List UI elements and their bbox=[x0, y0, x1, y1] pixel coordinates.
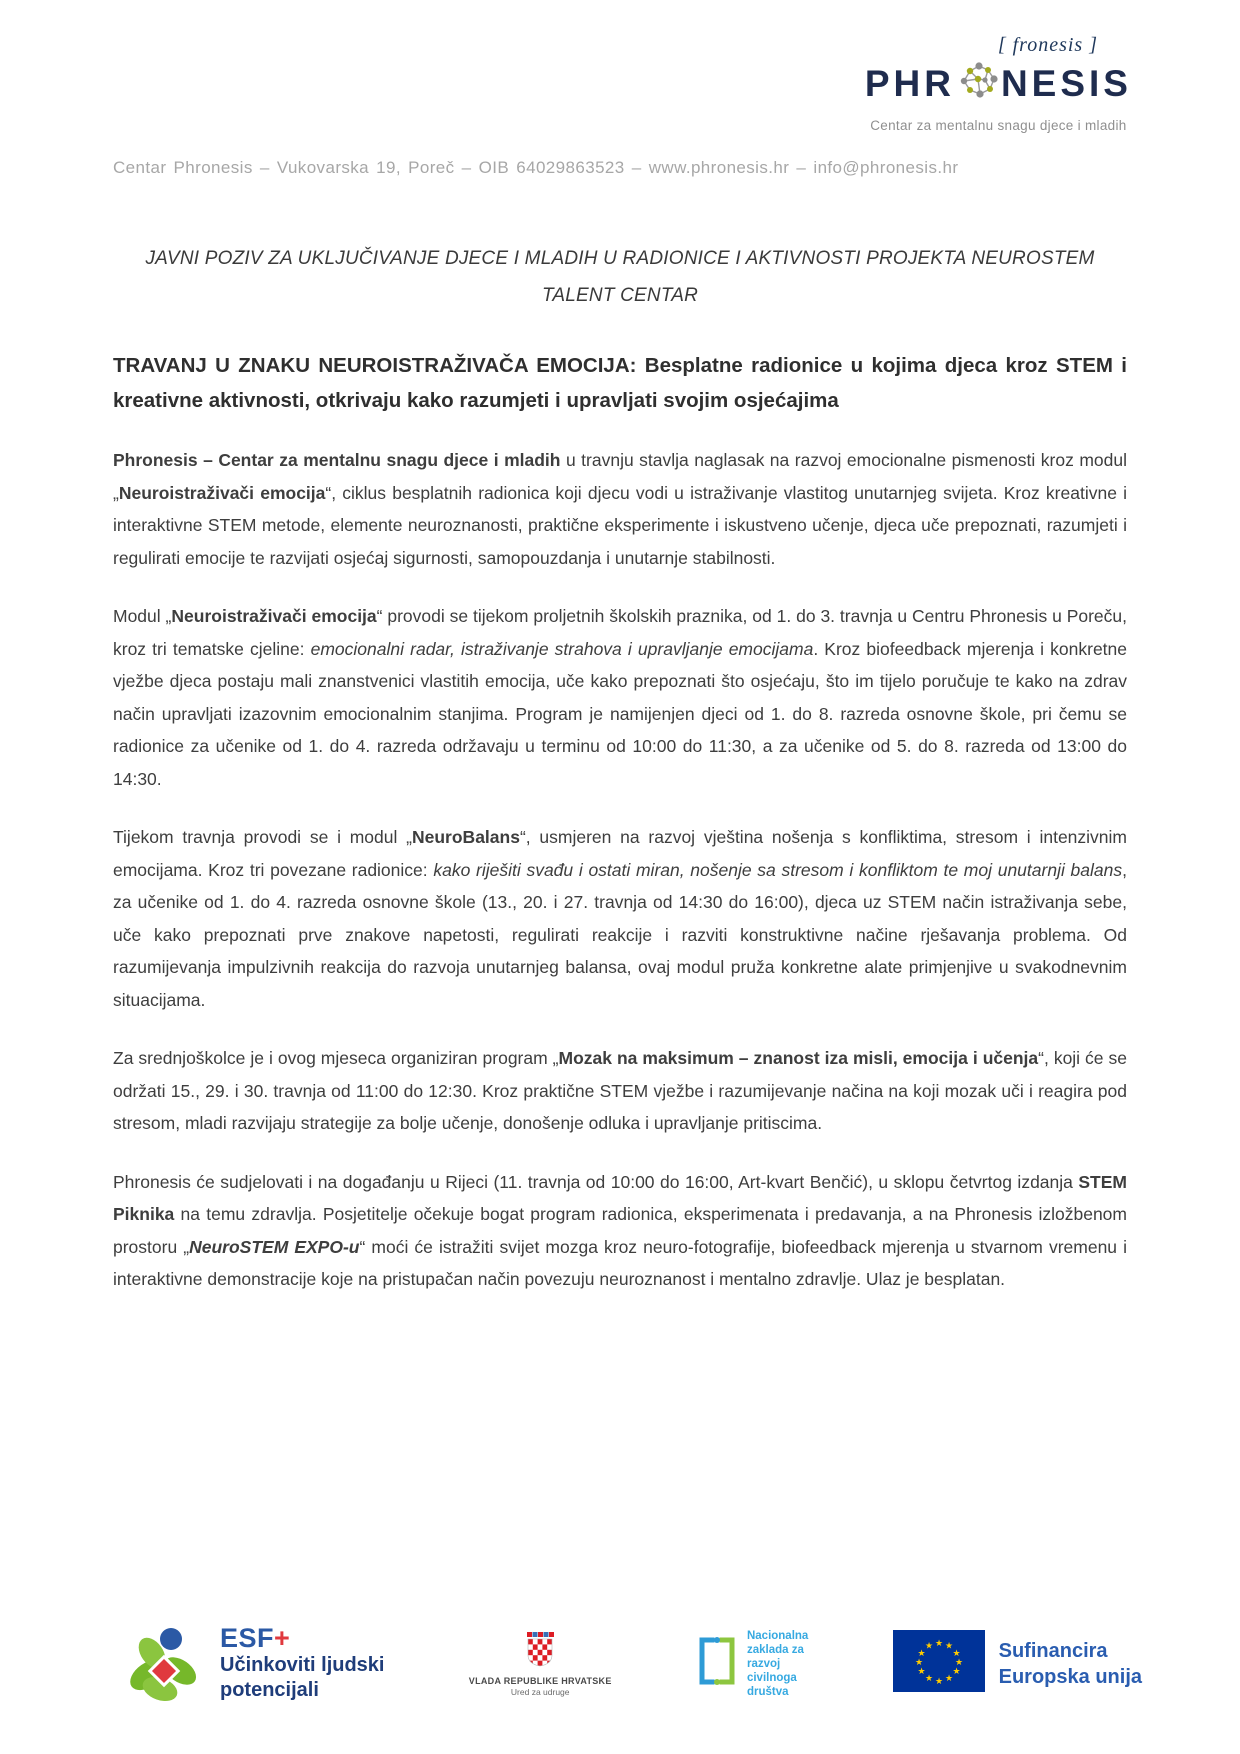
svg-text:★: ★ bbox=[944, 1674, 953, 1684]
phronesis-logo bbox=[865, 34, 1132, 133]
zaklada-line4: civilnoga bbox=[746, 1671, 797, 1684]
svg-text:★: ★ bbox=[917, 1649, 926, 1659]
esf-plus: + bbox=[274, 1622, 291, 1653]
paragraph: Tijekom travnja provodi se i modul „NeuroBalans“, usmjeren na razvoj vještina nošenja s konfliktima, stresom i intenzivnim emocijama. Kroz tri povezane radionice: kako riješiti svađu i ostati miran, nošenje sa stresom i konfliktom te moj unutarnji balans, za učenike od 1. do 4. razreda osnovne škole (13., 20. i 27. travnja od 14:30 do 16:00), djeca uz STEM način istraživanja sebe, uče kako prepoznati prve znakove napetosti, regulirati reakcije i razviti konstruktivne načine rješavanja problema. Od razumijevanja impulzivnih reakcija do razvoja unutarnjeg balansa, ovaj modul pruža konkretne alate primjenjive u svakodnevnim situacijama. bbox=[113, 827, 1127, 1010]
paragraph: Phronesis – Centar za mentalnu snagu djece i mladih u travnju stavlja naglasak na razvoj emocionalne pismenosti kroz modul „Neuroistraživači emocija“, ciklus besplatnih radionica koji djecu vodi u istraživanje vlastitog unutarnjeg svijeta. Kroz kreativne i interaktivne STEM metode, elemente neuroznanosti, praktične eksperimente i iskustveno učenje, djeca uče prepoznati, razumjeti i regulirati emocije te razvijati osjećaj sigurnosti, samopouzdanja i unutarnje stabilnosti. bbox=[113, 450, 1128, 568]
svg-text:★: ★ bbox=[944, 1641, 953, 1652]
zaklada-line1: Nacionalna bbox=[746, 1629, 809, 1642]
zaklada-line5: društva bbox=[746, 1685, 789, 1698]
vlada-rh-logo bbox=[469, 1631, 612, 1697]
document-title: JAVNI POZIV ZA UKLJUČIVANJE DJECE I MLADIH U RADIONICE I AKTIVNOSTI PROJEKTA NEUROSTEM TALENT CENTAR bbox=[145, 248, 1095, 306]
esf-title: ESF+ bbox=[220, 1622, 291, 1653]
paragraph: Za srednjoškolce je i ovog mjeseca organiziran program „Mozak na maksimum – znanost iza misli, emocija i učenja“, koji će se održati 15., 29. i 30. travnja od 11:00 do 12:30. Kroz praktične STEM vježbe i razumijevanje načina na koji mozak uči i reagira pod stresom, mladi razvijaju strategije za bolje učenje, donošenje odluka i upravljanje pritiscima. bbox=[113, 1048, 1128, 1133]
svg-text:★: ★ bbox=[934, 1639, 943, 1649]
zaklada-line3: razvoj bbox=[746, 1657, 781, 1670]
document-heading: TRAVANJ U ZNAKU NEUROISTRAŽIVAČA EMOCIJA: Besplatne radionice u kojima djeca kroz STEM i kreativne aktivnosti, otkrivaju kako razumjeti i upravljati svojim osjećajima bbox=[113, 354, 1127, 412]
brand-left: PHR bbox=[864, 62, 955, 104]
esf-flower-icon bbox=[118, 1615, 210, 1712]
eu-flag-icon bbox=[893, 1630, 985, 1697]
svg-text:★: ★ bbox=[914, 1658, 923, 1668]
paragraph: Phronesis će sudjelovati i na događanju u Rijeci (11. travnja od 10:00 do 16:00, Art-kvart Benčić), u sklopu četvrtog izdanja STEM Piknika na temu zdravlja. Posjetitelje očekuje bogat program radionica, eksperimenata i predavanja, a na Phronesis izložbenom prostoru „NeuroSTEM EXPO-u“ moći će istražiti svijet mozga kroz neuro-fotografije, biofeedback mjerenja u stvarnom vremenu i interaktivne demonstracije koje na pristupačan način povezuju neuroznanost i mentalno zdravlje. Ulaz je besplatan. bbox=[113, 1171, 1127, 1289]
brain-network-icon bbox=[957, 59, 999, 108]
croatian-coat-of-arms-icon bbox=[525, 1631, 555, 1672]
esf-line1: Učinkoviti ljudski bbox=[220, 1654, 385, 1677]
zaklada-line2: zaklada za bbox=[746, 1643, 804, 1656]
svg-text:★: ★ bbox=[954, 1658, 963, 1668]
paragraph: Modul „Neuroistraživači emocija“ provodi se tijekom proljetnih školskih praznika, od 1. do 3. travnja u Centru Phronesis u Poreču, kroz tri tematske cjeline: emocionalni radar, istraživanje strahova i upravljanje emocijama. Kroz biofeedback mjerenja i konkretne vježbe djeca postaju mali znanstvenici vlastitih emocija, uče kako prepoznati što osjećaju, što im tijelo poručuje te kako na zdrav način upravljati izazovnim emocionalnim stanjima. Program je namijenjen djeci od 1. do 8. razreda osnovne škole, pri čemu se radionice za učenike od 1. do 4. razreda održavaju u terminu od 10:00 do 11:30, a za učenike od 5. do 8. razreda od 13:00 do 14:30. bbox=[113, 606, 1128, 789]
brand-wordmark bbox=[865, 59, 1132, 108]
vlada-line2: Ured za udruge bbox=[510, 1686, 570, 1697]
svg-text:★: ★ bbox=[952, 1649, 961, 1659]
svg-text:★: ★ bbox=[952, 1667, 961, 1677]
esf-logo bbox=[118, 1615, 384, 1712]
brand-subtitle: Centar za mentalnu snagu djece i mladih bbox=[870, 118, 1127, 133]
eu-line2: Europska unija bbox=[998, 1665, 1142, 1688]
brand-right: NESIS bbox=[1000, 62, 1132, 104]
svg-text:★: ★ bbox=[934, 1677, 943, 1687]
esf-line2: potencijali bbox=[220, 1679, 319, 1702]
eu-cofunding-logo bbox=[893, 1630, 1142, 1697]
paragraphs bbox=[113, 444, 1127, 1296]
contact-line: Centar Phronesis – Vukovarska 19, Poreč – OIB 64029863523 – www.phronesis.hr – info@phronesis.hr bbox=[113, 158, 959, 177]
zaklada-logo bbox=[696, 1629, 808, 1699]
vlada-line1: VLADA REPUBLIKE HRVATSKE bbox=[468, 1675, 612, 1686]
footer-logos bbox=[118, 1615, 1142, 1712]
bracket-icon bbox=[696, 1632, 738, 1695]
svg-text:★: ★ bbox=[924, 1674, 933, 1684]
fronesis-bracket-label: [ fronesis ] bbox=[997, 34, 1098, 56]
eu-line1: Sufinancira bbox=[998, 1639, 1108, 1662]
svg-text:★: ★ bbox=[924, 1641, 933, 1652]
svg-text:★: ★ bbox=[917, 1667, 926, 1677]
